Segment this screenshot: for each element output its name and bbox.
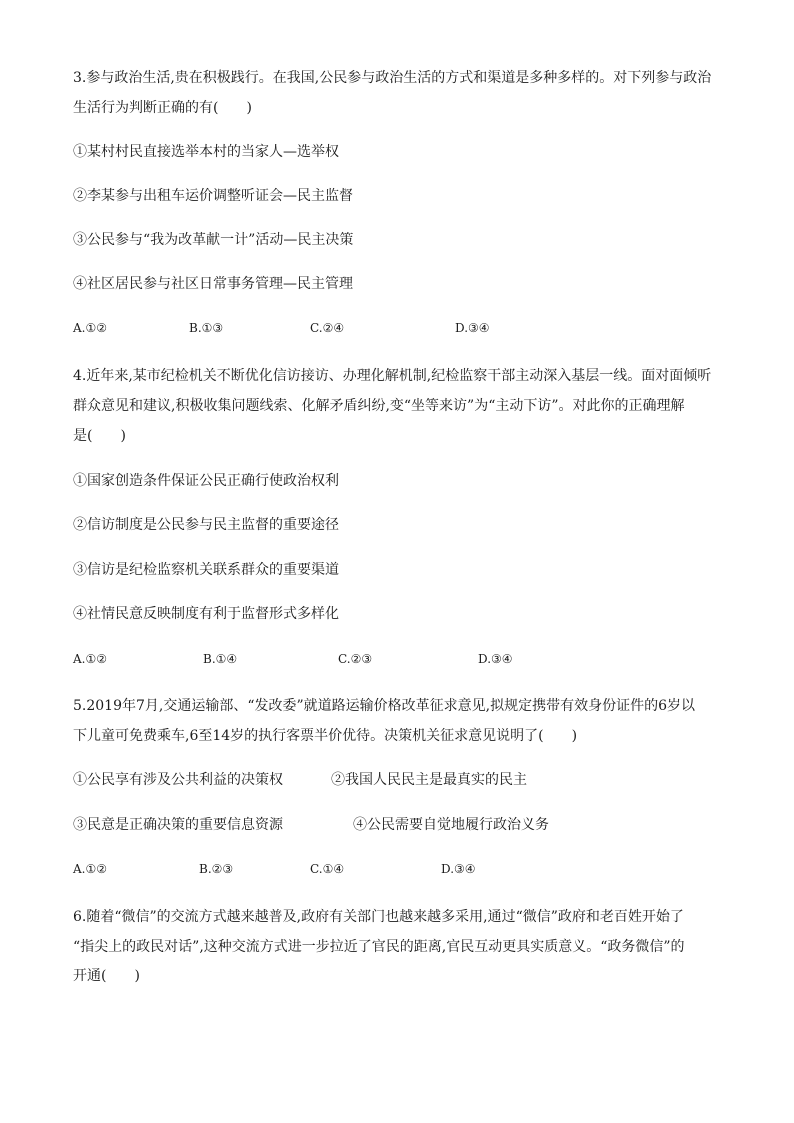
question-5-option-b: B.②③: [199, 862, 234, 876]
question-3-item-2: ②李某参与出租车运价调整听证会—民主监督: [73, 188, 353, 204]
question-6-stem-line-3: 开通( ): [73, 968, 140, 984]
question-5-option-d: D.③④: [441, 862, 476, 876]
question-3-item-3: ③公民参与“我为改革献一计”活动—民主决策: [73, 232, 354, 248]
question-3-options: [73, 319, 723, 337]
question-4-stem-line-3: 是( ): [73, 428, 126, 444]
question-4-option-c: C.②③: [338, 652, 373, 666]
question-6-stem-line-2: “指尖上的政民对话”,这种交流方式进一步拉近了官民的距离,官民互动更具实质意义。“政务微信”的: [73, 939, 685, 955]
question-4-item-2: ②信访制度是公民参与民主监督的重要途径: [73, 517, 339, 533]
question-5-stem-line-2: 下儿童可免费乘车,6至14岁的执行客票半价优待。决策机关征求意见说明了( ): [73, 728, 578, 744]
question-5-stem-line-1: 5.2019年7月,交通运输部、“发改委”就道路运输价格改革征求意见,拟规定携带有效身份证件的6岁以: [73, 698, 696, 714]
question-3-item-1: ①某村村民直接选举本村的当家人—选举权: [73, 144, 339, 160]
question-3-item-4: ④社区居民参与社区日常事务管理—民主管理: [73, 276, 353, 292]
question-3-option-d: D.③④: [455, 321, 490, 335]
question-5-item-2: ②我国人民民主是最真实的民主: [331, 772, 527, 788]
question-3-stem-line-2: 生活行为判断正确的有( ): [73, 100, 252, 116]
question-5-option-a: A.①②: [73, 862, 107, 876]
question-5-options: [73, 860, 723, 878]
question-4-stem-line-1: 4.近年来,某市纪检机关不断优化信访接访、办理化解机制,纪检监察干部主动深入基层一线。面对面倾听: [73, 368, 712, 384]
question-3-option-c: C.②④: [310, 321, 345, 335]
question-3-stem-line-1: 3.参与政治生活,贵在积极践行。在我国,公民参与政治生活的方式和渠道是多种多样的。对下列参与政治: [73, 70, 712, 86]
question-5-item-3: ③民意是正确决策的重要信息资源: [73, 817, 283, 833]
question-5-item-1: ①公民享有涉及公共利益的决策权: [73, 772, 283, 788]
question-5-option-c: C.①④: [310, 862, 345, 876]
question-4-option-a: A.①②: [73, 652, 107, 666]
question-4-option-b: B.①④: [203, 652, 238, 666]
question-4-item-4: ④社情民意反映制度有利于监督形式多样化: [73, 606, 339, 622]
question-4-item-3: ③信访是纪检监察机关联系群众的重要渠道: [73, 562, 339, 578]
question-6-stem-line-1: 6.随着“微信”的交流方式越来越普及,政府有关部门也越来越多采用,通过“微信”政府和老百姓开始了: [73, 909, 684, 925]
question-5-item-4: ④公民需要自觉地履行政治义务: [353, 817, 549, 833]
question-3-option-a: A.①②: [73, 321, 107, 335]
question-4-option-d: D.③④: [478, 652, 513, 666]
question-3-option-b: B.①③: [189, 321, 224, 335]
question-4-item-1: ①国家创造条件保证公民正确行使政治权利: [73, 473, 339, 489]
question-4-stem-line-2: 群众意见和建议,积极收集问题线索、化解矛盾纠纷,变“坐等来访”为“主动下访”。对此你的正确理解: [73, 398, 685, 414]
question-4-options: [73, 650, 723, 668]
